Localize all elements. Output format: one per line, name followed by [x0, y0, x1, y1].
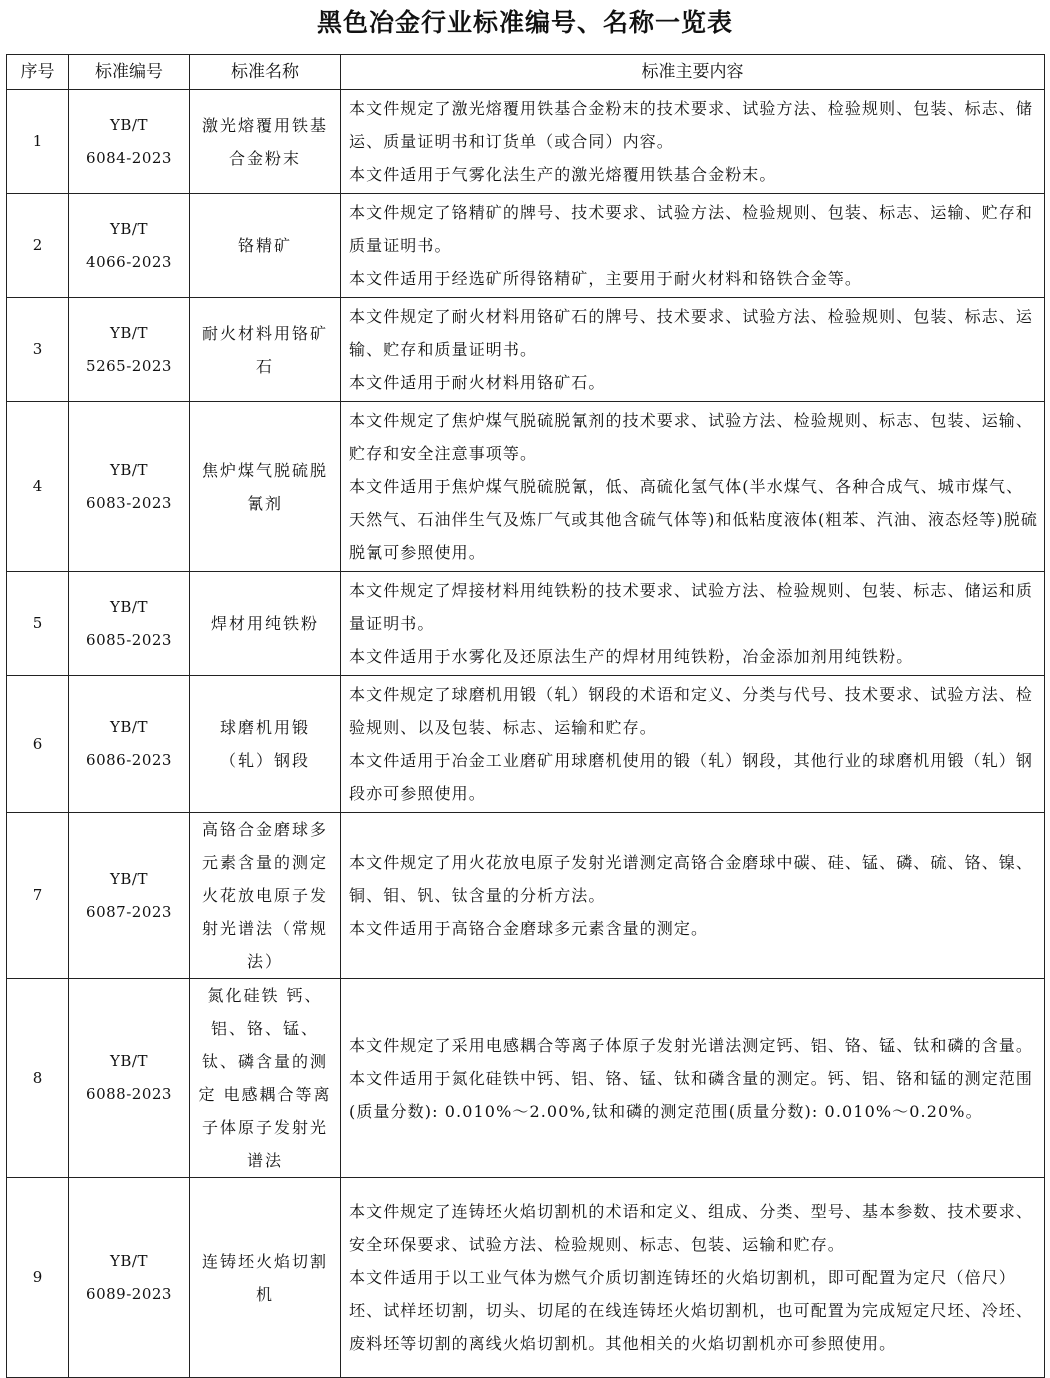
standard-name: 铬精矿: [190, 194, 341, 298]
standard-content: [341, 1178, 1045, 1378]
standard-content: [341, 676, 1045, 813]
row-number: 2: [7, 194, 69, 298]
content-paragraph: 本文件适用于氮化硅铁中钙、铝、铬、锰、钛和磷含量的测定。钙、铝、铬和锰的测定范围(质量分数): 0.010%～2.00%,钛和磷的测定范围(质量分数): 0.010%～0.20%。: [349, 1068, 1034, 1121]
row-number: 5: [7, 572, 69, 676]
standard-code-prefix: YB/T: [110, 323, 148, 342]
standard-code-prefix: YB/T: [110, 718, 148, 736]
standard-name: 焊材用纯铁粉: [190, 572, 341, 676]
table-row: [7, 194, 1045, 298]
standard-code-number: 6087-2023: [86, 902, 172, 921]
row-number: 9: [7, 1178, 69, 1378]
standard-name: 连铸坯火焰切割机: [190, 1178, 341, 1378]
standard-code: [69, 572, 190, 676]
standard-content: [341, 813, 1045, 979]
standard-code-number: 6089-2023: [86, 1284, 172, 1303]
standard-code: [69, 676, 190, 813]
content-paragraph: 本文件规定了连铸坯火焰切割机的术语和定义、组成、分类、型号、基本参数、技术要求、安全环保要求、试验方法、检验规则、标志、包装、运输和贮存。: [349, 1202, 1034, 1254]
standard-code-prefix: YB/T: [110, 869, 148, 888]
standard-code: [69, 194, 190, 298]
content-paragraph: 本文件规定了采用电感耦合等离子体原子发射光谱法测定钙、铝、铬、锰、钛和磷的含量。: [349, 1035, 1034, 1055]
standard-code-prefix: YB/T: [110, 219, 148, 238]
standard-code-number: 6084-2023: [86, 148, 172, 167]
standard-name: 氮化硅铁 钙、铝、铬、锰、钛、磷含量的测定 电感耦合等离子体原子发射光谱法: [190, 979, 341, 1178]
standard-code-prefix: YB/T: [110, 460, 148, 479]
standard-content: [341, 402, 1045, 572]
standard-content: [341, 90, 1045, 194]
content-paragraph: 本文件规定了激光熔覆用铁基合金粉末的技术要求、试验方法、检验规则、包装、标志、储运、质量证明书和订货单（或合同）内容。: [349, 99, 1034, 151]
standard-content: [341, 979, 1045, 1178]
content-paragraph: 本文件规定了用火花放电原子发射光谱测定高铬合金磨球中碳、硅、锰、磷、硫、铬、镍、铜、钼、钒、钛含量的分析方法。: [349, 853, 1034, 905]
header-content: 标准主要内容: [341, 55, 1045, 90]
content-paragraph: 本文件适用于水雾化及还原法生产的焊材用纯铁粉，冶金添加剂用纯铁粉。: [349, 647, 914, 666]
content-paragraph: 本文件规定了耐火材料用铬矿石的牌号、技术要求、试验方法、检验规则、包装、标志、运输、贮存和质量证明书。: [349, 307, 1034, 359]
standard-code-number: 5265-2023: [86, 356, 172, 375]
standard-code-number: 6086-2023: [86, 751, 172, 769]
standard-content: [341, 298, 1045, 402]
standard-code: [69, 979, 190, 1178]
standard-content: [341, 194, 1045, 298]
content-paragraph: 本文件适用于经选矿所得铬精矿，主要用于耐火材料和铬铁合金等。: [349, 269, 863, 288]
standard-code-number: 6085-2023: [86, 630, 172, 649]
content-paragraph: 本文件规定了焦炉煤气脱硫脱氰剂的技术要求、试验方法、检验规则、标志、包装、运输、贮存和安全注意事项等。: [349, 411, 1034, 463]
header-name: 标准名称: [190, 55, 341, 90]
standard-name: 球磨机用锻（轧）钢段: [190, 676, 341, 813]
table-row: [7, 90, 1045, 194]
row-number: 7: [7, 813, 69, 979]
standard-code-number: 6088-2023: [86, 1085, 172, 1103]
table-row: [7, 572, 1045, 676]
content-paragraph: 本文件适用于气雾化法生产的激光熔覆用铁基合金粉末。: [349, 165, 777, 184]
standard-code-prefix: YB/T: [110, 1052, 148, 1070]
standards-table: [6, 54, 1045, 1378]
content-paragraph: 本文件规定了球磨机用锻（轧）钢段的术语和定义、分类与代号、技术要求、试验方法、检验规则、以及包装、标志、运输和贮存。: [349, 685, 1034, 737]
content-paragraph: 本文件规定了铬精矿的牌号、技术要求、试验方法、检验规则、包装、标志、运输、贮存和质量证明书。: [349, 203, 1034, 255]
standard-code: [69, 1178, 190, 1378]
content-paragraph: 本文件适用于焦炉煤气脱硫脱氰，低、高硫化氢气体(半水煤气、各种合成气、城市煤气、天然气、石油伴生气及炼厂气或其他含硫气体等)和低粘度液体(粗苯、汽油、液态烃等)脱硫脱氰可参照使用。: [349, 477, 1038, 562]
table-row: [7, 1178, 1045, 1378]
table-header-row: [7, 55, 1045, 90]
standard-name: 焦炉煤气脱硫脱氰剂: [190, 402, 341, 572]
table-row: [7, 979, 1045, 1178]
content-paragraph: 本文件适用于耐火材料用铬矿石。: [349, 373, 606, 392]
content-paragraph: 本文件适用于高铬合金磨球多元素含量的测定。: [349, 919, 709, 938]
row-number: 3: [7, 298, 69, 402]
table-row: [7, 298, 1045, 402]
standard-content: [341, 572, 1045, 676]
standard-code-prefix: YB/T: [110, 1251, 148, 1270]
standard-code-prefix: YB/T: [110, 597, 148, 616]
standard-name: 高铬合金磨球多元素含量的测定 火花放电原子发射光谱法（常规法）: [190, 813, 341, 979]
row-number: 1: [7, 90, 69, 194]
standard-code-prefix: YB/T: [110, 115, 148, 134]
table-row: [7, 813, 1045, 979]
standard-name: 激光熔覆用铁基合金粉末: [190, 90, 341, 194]
standard-code: [69, 402, 190, 572]
content-paragraph: 本文件适用于以工业气体为燃气介质切割连铸坯的火焰切割机，即可配置为定尺（倍尺）坯、试样坯切割，切头、切尾的在线连铸坯火焰切割机，也可配置为完成短定尺坯、冷坯、废料坯等切割的离线火焰切割机。其他相关的火焰切割机亦可参照使用。: [349, 1268, 1034, 1353]
row-number: 6: [7, 676, 69, 813]
standard-code: [69, 298, 190, 402]
header-no: 序号: [7, 55, 69, 90]
table-body: [7, 90, 1045, 1378]
standard-code: [69, 90, 190, 194]
content-paragraph: 本文件规定了焊接材料用纯铁粉的技术要求、试验方法、检验规则、包装、标志、储运和质量证明书。: [349, 581, 1034, 633]
standard-code-number: 6083-2023: [86, 493, 172, 512]
document-title: 黑色冶金行业标准编号、名称一览表: [316, 8, 733, 37]
header-code: 标准编号: [69, 55, 190, 90]
standard-code-number: 4066-2023: [86, 252, 172, 271]
row-number: 4: [7, 402, 69, 572]
table-row: [7, 402, 1045, 572]
standard-name: 耐火材料用铬矿石: [190, 298, 341, 402]
row-number: 8: [7, 979, 69, 1178]
content-paragraph: 本文件适用于冶金工业磨矿用球磨机使用的锻（轧）钢段，其他行业的球磨机用锻（轧）钢段亦可参照使用。: [349, 751, 1034, 803]
table-row: [7, 676, 1045, 813]
standard-code: [69, 813, 190, 979]
